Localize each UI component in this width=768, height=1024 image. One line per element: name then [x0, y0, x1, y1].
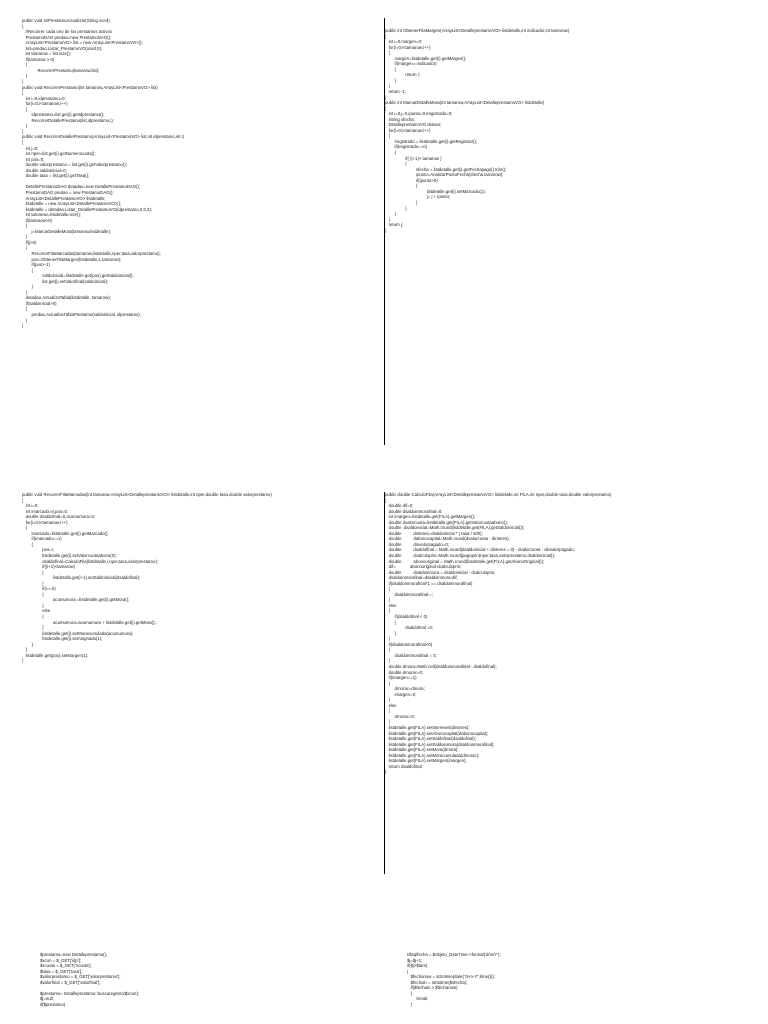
code-block-page3-left: $prestamo=new Detalleprestamo(); $xcon = $_GET['idp']; $xcuota = $_GET['ncuota']; $tasa = $_GET['tasa']; $valorprestamo = $_GET['valorprestamo']; $valorfinal = $_GET['valorfinal']; $prestamo= Detalleprestamo::buscaregistro($xcon); $j=null; if($prestamo)	[40, 952, 139, 1007]
code-block-page1-right: public int ObtenerFilaMargen(ArrayList<DetalleprestamoVO> listdetalle,int indicador,int tamarow) { int i=0,margen=0; for(i=0;i<tamarow;i++) { margen=listdetalle.get(i).getMargen(); if(margen==indicador) { return i; } } return -1; } public int MarcarDetalleMora(int tamarow,ArrayList<DetalleprestamoVO> listdetalle) { int i=0,j=0,ipunto=0,iregistrado=0; String sfecha; DetalleprestamoVO detavo; for(i=0;i<tamarow;i++) { iregistrado = listdetalle.get(i).getRegistrar(); if(iregistrado==0) { if( (i+1)< tamarow ) { sfecha = listdetalle.get(i).getFechapago().trim(); ipunto=AnalizarPuntoFecha(sfecha,tamarow); if(ipunto>0) { listdetalle.get(i).setMarcado(1); j= j + ipunto; } } } } return j; }	[385, 28, 570, 233]
code-block-page3-right: //$sqlfecha = $objeto_DateTime->format('d/m/Y'); $j=$j+1; if($j>$tam) { $fechanow = strtotime(date("d-m-Y",time())); $fechain = strtotime($sfecha); if($fechain > $fechanow) { break; }	[407, 952, 501, 1007]
code-block-page2-left: public void RecorrerFilaMarcadas(int tamarow,ArrayList<DetalleprestamoVO> listdetalle,int nper,double tasa,double valorprestamo) { int i=0; int imarcado=0,pos=0; double dsaldofinal=0,acumumora=0; for(i=0;i<tamarow;i++) { imarcado=listdetalle.get(i).getMarcado(); if(imarcado==1) { pos=i; listdetalle.get(i).setValorcuotaabono(0); dsaldofinal=CalculoFila(listdetalle,i,nper,tasa,valorprestamo); if((i+1)<tamarow) { listdetalle.get(i+1).setSaldoinicial(dsaldofinal); } if(i==0) { acumumora =listdetalle.get(i).getMora(); } else { acumumora=acumumora + listdetalle.get(i).getMora();; } listdetalle.get(i).setMoracumulada(acumumora); listdetalle.get(i).setAsignado(1); } } listdetalle.get(pos).setMargen(1); }	[22, 492, 272, 664]
code-block-page1-left: public void IniPrestamoActualizar(String xced) { //Recorrer cada uno de los prestamos activos PrestamoDAO predao=new PrestamoDAO(); ArrayList<PrestamoVO> list = new ArrayList<PrestamoVO>(); list=predao.Listar_PrestamoVO(xced,0); int tamarow = list.size(); if(tamarow > 0) { RecorrerPrestamo(tamarow,list); } } public void RecorrerPrestamo(int tamarow,ArrayList<PrestamoVO> list) { int i=0,idprestamo=0; for(i=0;i<tamarow;i++) { idprestamo=list.get(i).getIdprestamo(); RecorrerDetallePrestamo(list,idprestamo,i); } } public void RecorrerDetallePrestamo(ArrayList<PrestamoVO> list,int idprestamo,int i) { int j=0; int nper=list.get(i).getNumerocuota(); int pos=0; double valorprestamo = list.get(i).getValorprestamo(); double saldoinicial=0; double tasa = list.get(i).getTasa(); DetallePrestamoDAO detadao=new DetallePrestamoDAO(); PrestamoDAO predao = new PrestamoDAO(); ArrayList<DetallePrestamoVO> listdetalle; listdetalle = new ArrayList<DetallePrestamoVO>(); listdetalle = detadao.Listar_DetallePrestamoVO(idprestamo,0,0,3); int tamarow=listdetalle.size(); if(tamarow>0) { j=MarcarDetalleMora(tamarow,listdetalle); } if(j>0) { RecorrerFilaMarcadas(tamarow,listdetalle,nper,tasa,valorprestamo); pos=ObtenerFilaMargen(listdetalle,1,tamarow); if(pos>-1) { saldoinicial=listdetalle.get(pos).getSaldoinicial(); list.get(i).setValorfinal(saldoinicial); } } detadao.ActualizaTabla(listdetalle, tamarow); if(saldoinicial>0) { predao.ActualizaTablaPrestamo(saldoinicial, idprestamo); } }	[22, 18, 184, 329]
code-block-page2-right: public double CalculoFila(ArrayList<DetalleprestamoVO> listdetalle,int FILA,int nper,double tasa,double valorprestamo) { double dif=0; double dsaldoinmorafinal=0; int imargen=listdetalle.get(FILA).getMargen(); double dvalorcuota=listdetalle.get(FILA).getValorcuotaabono(); double dsaldoinicial=Math.round(listdetalle.get(FILA).getSaldoinicial()); double dinteres=dsaldoinicial * ( tasa / 100); double dabonocapital=Math.round(dvalorcuota - dinteres); double dinvalorpagado=0; double dsaldofinal = Math.round(dsaldoinicial + dinteres = 0) - dvalorcuota - dinvalorpagado; double dcalculoprin=Math.round(pagoprin(nper,tasa,valorprestamo,dsaldoinicial)); double abonooriginal = Math.round(listdetalle.get(FILA).getAbonoOriginal()); dif= abonooriginal-dcalculoprin; double dsaldoinmora = dsaldoinicial - dcalculoprin; dsaldoinmorafinal=dsaldoinmora-dif; if(dsaldoinmorafinal*1 == dsaldoinmorafinal) { dsaldoinmorafinal=-; } else { if(dsaldofinal < 0) { dsaldofinal =0; } } if(dsaldoinmorafinal<0) { dsaldoinmorafinal = 0; } double dmora=Math.ceil(dsaldoinmorafinal - dsaldofinal); double dmorac=0; if(imargen==1) { dmorac=dmora; imargen=0; } else { dmorac=0; } listdetalle.get(FILA).setIntereses(dinteres); listdetalle.get(FILA).setAbonocapital(dabonocapital); listdetalle.get(FILA).setSaldofinal(dsaldofinal); listdetalle.get(FILA).setSaldoinmora(dsaldoinmorafinal); listdetalle.get(FILA).setMora(dmora); listdetalle.get(FILA).setMoracumulada(dmorac); listdetalle.get(FILA).setMargen(imargen); return dsaldofinal; }	[385, 492, 612, 775]
